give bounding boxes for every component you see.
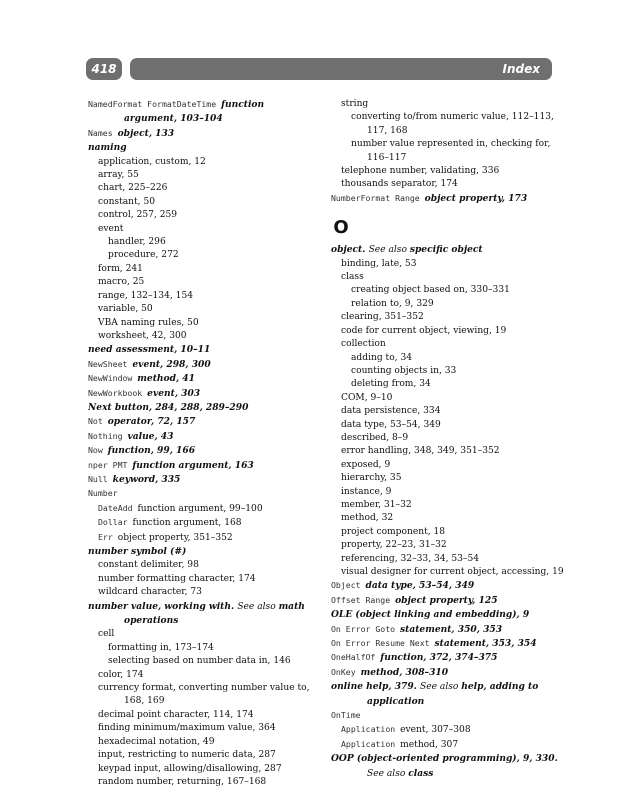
entry-text: DateAdd	[98, 502, 138, 513]
index-entry	[88, 317, 320, 330]
index-entry	[331, 365, 555, 378]
entry-text: method, 308–310	[360, 666, 449, 678]
entry-text: formatting in, 173–174	[108, 642, 214, 653]
entry-text: See also	[367, 768, 409, 779]
entry-text: value, 43	[127, 430, 174, 442]
index-entry	[88, 343, 320, 357]
entry-text: function argument, 168	[132, 518, 242, 529]
entry-text: help, adding to	[461, 681, 539, 693]
entry-text: Dollar	[98, 517, 133, 528]
index-entry	[88, 249, 320, 262]
entry-text: object, 133	[117, 127, 175, 139]
index-entry	[331, 579, 555, 593]
index-entry	[88, 372, 320, 386]
index-entry	[88, 473, 320, 487]
entry-text: On Error Goto	[331, 623, 401, 634]
entry-text: method, 32	[341, 513, 394, 524]
entry-text: argument, 103–104	[124, 113, 223, 125]
entry-text: operations	[124, 615, 179, 627]
index-entry	[331, 472, 555, 485]
index-entry	[331, 594, 555, 608]
entry-text: Application	[341, 738, 401, 749]
entry-text: hexadecimal notation, 49	[98, 736, 215, 747]
index-entry	[88, 669, 320, 682]
index-entry	[88, 223, 320, 236]
index-entry	[331, 111, 555, 124]
index-entry	[331, 445, 555, 458]
index-entry	[88, 628, 320, 641]
entry-text: data type, 53–54, 349	[365, 580, 475, 592]
entry-text: number value, working with.	[88, 600, 238, 612]
index-entry	[331, 738, 555, 752]
index-entry	[88, 655, 320, 668]
index-entry-continuation	[331, 695, 555, 709]
entry-text: math	[278, 600, 305, 612]
index-entry	[331, 419, 555, 432]
entry-text: See also	[420, 682, 462, 693]
entry-text: macro, 25	[98, 277, 145, 288]
entry-text: Offset Range	[331, 594, 396, 605]
entry-text: event, 307–308	[400, 725, 471, 736]
index-entry	[88, 516, 320, 530]
index-entry	[88, 182, 320, 195]
entry-text: creating object based on, 330–331	[351, 285, 510, 296]
index-entry	[88, 196, 320, 209]
entry-text: Now	[88, 445, 108, 456]
index-entry	[331, 752, 558, 766]
entry-text: string	[341, 99, 369, 109]
index-entry	[88, 682, 320, 695]
index-entry	[331, 553, 555, 566]
entry-text: Application	[341, 724, 401, 735]
entry-text: random number, returning, 167–168	[98, 776, 267, 787]
index-entry	[331, 680, 555, 694]
index-entry	[88, 642, 320, 655]
page-header	[86, 58, 552, 80]
entry-text: chart, 225–226	[98, 183, 168, 194]
entry-text: constant delimiter, 98	[98, 560, 199, 571]
entry-text: See also	[368, 245, 410, 256]
entry-text: statement, 350, 353	[400, 623, 503, 635]
header-bar	[130, 58, 552, 80]
entry-text: event, 303	[147, 387, 201, 399]
index-entry	[88, 209, 320, 222]
entry-text: data type, 53–54, 349	[341, 419, 441, 430]
entry-text: object.	[331, 244, 369, 256]
entry-text: 168, 169	[124, 696, 165, 707]
entry-text: range, 132–134, 154	[98, 290, 194, 301]
entry-text: NewWorkbook	[88, 387, 148, 398]
entry-text: statement, 353, 354	[434, 638, 537, 650]
entry-text: need assessment, 10–11	[88, 344, 211, 356]
index-entry	[88, 156, 320, 169]
index-entry	[331, 378, 555, 391]
index-entry	[88, 444, 320, 458]
entry-text: relation to, 9, 329	[351, 298, 434, 309]
index-entry	[331, 258, 555, 271]
entry-text: decimal point character, 114, 174	[98, 709, 254, 720]
entry-text: function, 372, 374–375	[380, 652, 498, 664]
entry-text: collection	[341, 339, 386, 350]
entry-text: Next button, 284, 288, 289–290	[88, 401, 249, 413]
entry-list	[331, 98, 555, 206]
entry-text: On Error Resume Next	[331, 638, 435, 649]
index-entry	[331, 311, 555, 324]
index-entry	[88, 98, 320, 112]
index-entry	[88, 263, 320, 276]
section-title: Index	[502, 62, 540, 76]
entry-text: NamedFormat FormatDateTime	[88, 99, 222, 109]
index-entry	[331, 459, 555, 472]
index-entry	[331, 98, 555, 111]
index-entry	[88, 358, 320, 372]
entry-text: 116–117	[367, 152, 407, 163]
entry-list	[331, 243, 564, 781]
entry-text: event, 298, 300	[132, 358, 211, 370]
entry-text: Number	[88, 488, 118, 499]
index-entry	[331, 165, 555, 178]
entry-text: OneHalfOf	[331, 652, 381, 663]
entry-text: Nothing	[88, 430, 128, 441]
index-entry-continuation	[331, 125, 555, 138]
index-entry	[88, 600, 320, 614]
index-entry-continuation	[331, 152, 555, 165]
entry-text: constant, 50	[98, 196, 156, 207]
entry-text: Not	[88, 416, 108, 427]
entry-text: form, 241	[98, 263, 143, 274]
index-entry	[88, 169, 320, 182]
entry-text: hierarchy, 35	[341, 473, 402, 484]
right-column	[331, 98, 564, 781]
entry-text: application, custom, 12	[98, 156, 206, 167]
index-entry	[331, 284, 555, 297]
index-entry	[88, 709, 320, 722]
entry-text: keypad input, allowing/disallowing, 287	[98, 763, 282, 774]
entry-text: project component, 18	[341, 526, 446, 537]
index-entry	[331, 271, 555, 284]
entry-text: array, 55	[98, 170, 139, 181]
entry-text: Err	[98, 531, 118, 542]
index-entry	[331, 486, 555, 499]
index-entry	[88, 276, 320, 289]
entry-text: instance, 9	[341, 486, 392, 497]
entry-text: method, 307	[400, 739, 459, 750]
entry-text: NewWindow	[88, 373, 138, 384]
index-entry	[331, 526, 555, 539]
entry-text: visual designer for current object, accessing, 19	[341, 567, 564, 577]
index-entry	[331, 298, 555, 311]
index-entry-continuation	[88, 614, 320, 628]
index-entry	[88, 303, 320, 316]
entry-text: control, 257, 259	[98, 210, 178, 221]
entry-text: See also	[237, 601, 279, 612]
index-entry	[331, 666, 555, 680]
entry-text: Object	[331, 580, 366, 591]
entry-list	[88, 98, 320, 789]
entry-text: OnTime	[331, 710, 361, 721]
index-entry	[88, 415, 320, 429]
index-entry	[88, 141, 320, 155]
index-entry	[88, 763, 320, 776]
index-entry	[331, 243, 555, 257]
index-entry	[331, 138, 555, 151]
entry-text: object property, 173	[424, 192, 528, 204]
entry-text: currency format, converting number value to,	[98, 683, 310, 694]
section-letter-heading	[331, 218, 555, 240]
entry-text: data persistence, 334	[341, 406, 441, 417]
index-entry	[88, 776, 320, 789]
entry-text: function, 99, 166	[107, 445, 196, 457]
index-entry	[331, 338, 555, 351]
entry-text: VBA naming rules, 50	[98, 317, 199, 328]
index-entry	[331, 352, 555, 365]
entry-text: NewSheet	[88, 358, 133, 369]
entry-text: procedure, 272	[108, 250, 179, 261]
index-entry	[331, 723, 555, 737]
index-entry	[331, 392, 555, 405]
index-entry	[88, 290, 320, 303]
index-entry-continuation	[88, 112, 320, 126]
entry-text: application	[367, 695, 425, 707]
entry-text: member, 31–32	[341, 499, 412, 510]
index-entry	[331, 405, 555, 418]
entry-text: class	[341, 272, 364, 283]
index-entry	[331, 499, 555, 512]
left-column	[88, 98, 320, 789]
index-entry	[331, 178, 555, 191]
entry-text: adding to, 34	[351, 352, 413, 363]
index-entry	[88, 586, 320, 599]
entry-text: Null	[88, 473, 113, 484]
entry-text: number symbol (#)	[88, 546, 187, 557]
index-entry	[88, 430, 320, 444]
index-entry	[88, 330, 320, 343]
entry-text: handler, 296	[108, 237, 166, 248]
entry-text: object property, 125	[395, 594, 498, 606]
index-entry	[331, 608, 555, 622]
entry-text: worksheet, 42, 300	[98, 330, 187, 341]
index-entry	[88, 502, 320, 516]
index-entry	[88, 531, 320, 545]
entry-text: wildcard character, 73	[98, 587, 202, 598]
entry-text: code for current object, viewing, 19	[341, 325, 507, 336]
index-entry	[88, 487, 320, 501]
entry-text: property, 22–23, 31–32	[341, 540, 447, 551]
entry-text: variable, 50	[98, 304, 153, 315]
index-entry	[331, 539, 555, 552]
entry-text: OLE (object linking and embedding), 9	[331, 609, 530, 621]
index-entry	[331, 623, 555, 637]
entry-text: number value represented in, checking for,	[351, 139, 551, 150]
entry-text: function argument, 99–100	[137, 503, 263, 514]
entry-text: color, 174	[98, 669, 144, 680]
index-entry	[88, 559, 320, 572]
index-entry	[331, 432, 555, 445]
entry-text: exposed, 9	[341, 459, 391, 470]
entry-text: class	[408, 767, 434, 779]
entry-text: Names	[88, 127, 118, 138]
entry-text: COM, 9–10	[341, 392, 393, 403]
index-entry	[88, 749, 320, 762]
entry-text: clearing, 351–352	[341, 312, 424, 323]
index-entry	[88, 236, 320, 249]
index-entry	[331, 512, 555, 525]
entry-text: converting to/from numeric value, 112–113,	[351, 112, 554, 123]
entry-text: OOP (object-oriented programming), 9, 330.	[331, 753, 558, 765]
entry-text: function argument, 163	[132, 459, 254, 471]
index-entry	[331, 637, 555, 651]
index-entry	[88, 127, 320, 141]
entry-text: counting objects in, 33	[351, 365, 457, 376]
entry-text: number formatting character, 174	[98, 573, 256, 584]
index-entry	[331, 325, 555, 338]
index-entry	[331, 566, 564, 579]
entry-text: operator, 72, 157	[107, 416, 196, 428]
entry-text: finding minimum/maximum value, 364	[98, 723, 276, 734]
index-entry	[88, 736, 320, 749]
index-entry	[88, 401, 320, 415]
entry-text: input, restricting to numeric data, 287	[98, 750, 276, 761]
page-number: 418	[86, 58, 122, 80]
entry-text: NumberFormat Range	[331, 192, 425, 203]
entry-text: deleting from, 34	[351, 379, 431, 390]
entry-text: referencing, 32–33, 34, 53–54	[341, 553, 480, 564]
index-entry	[331, 651, 555, 665]
entry-text: event	[98, 223, 124, 234]
entry-text: cell	[98, 629, 115, 640]
entry-text: described, 8–9	[341, 432, 409, 443]
entry-text: object property, 351–352	[117, 532, 233, 543]
entry-text: binding, late, 53	[341, 258, 417, 269]
index-entry	[88, 459, 320, 473]
index-entry	[88, 573, 320, 586]
entry-text: thousands separator, 174	[341, 179, 458, 190]
entry-text: keyword, 335	[112, 473, 181, 485]
entry-text: naming	[88, 142, 127, 154]
entry-text: telephone number, validating, 336	[341, 166, 500, 177]
entry-text: nper PMT	[88, 459, 133, 470]
entry-text: function	[221, 99, 265, 110]
index-entry	[88, 387, 320, 401]
entry-text: OnKey	[331, 666, 361, 677]
index-entry	[88, 722, 320, 735]
index-entry-continuation	[88, 695, 320, 708]
index-entry	[331, 709, 555, 723]
entry-text: 117, 168	[367, 125, 408, 136]
entry-text: method, 41	[137, 373, 195, 385]
entry-text: online help, 379.	[331, 681, 421, 693]
entry-text: selecting based on number data in, 146	[108, 656, 291, 667]
entry-text: specific object	[409, 244, 483, 256]
entry-text: error handling, 348, 349, 351–352	[341, 446, 500, 457]
index-entry	[88, 545, 320, 559]
index-entry-continuation	[331, 767, 555, 781]
section-letter: O	[333, 217, 349, 239]
index-entry	[331, 192, 555, 206]
